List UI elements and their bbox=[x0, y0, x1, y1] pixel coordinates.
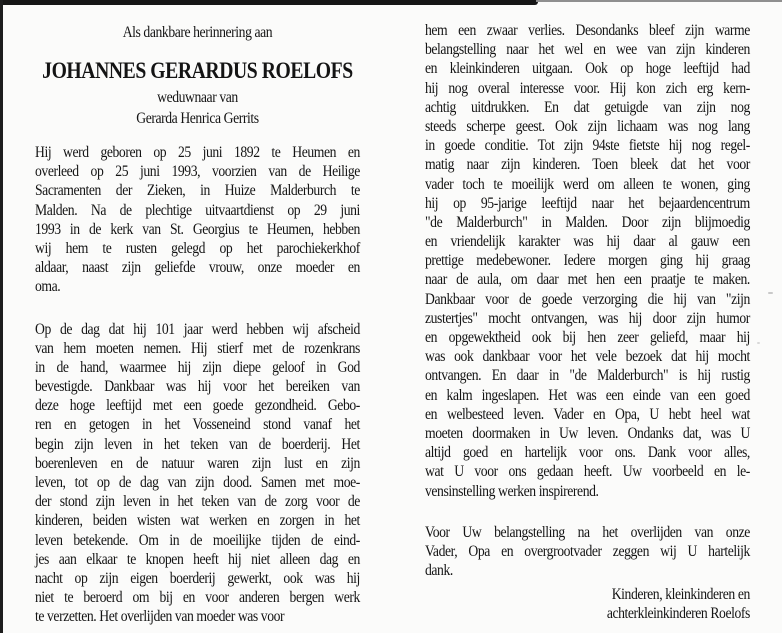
text-line: wij hem te rusten gelegd op het parochiekerkhof bbox=[35, 239, 360, 257]
right-column bbox=[425, 0, 750, 624]
scan-speck bbox=[757, 342, 760, 344]
text-line: in de hand, waarmee hij zijn diepe geloof in God bbox=[35, 358, 360, 376]
text-line: was ook dankbaar voor het vele bezoek dat hij mocht bbox=[425, 348, 750, 366]
text-line: begin zijn leven in het teken van de boerderij. Het bbox=[35, 435, 360, 453]
text-line: te verzetten. Het overlijden van moeder was voor bbox=[35, 608, 285, 626]
text-line: Hij werd geboren op 25 juni 1892 te Heumen en bbox=[35, 144, 360, 161]
text-line: Kinderen, kleinkinderen en bbox=[611, 586, 750, 604]
deceased-name: JOHANNES GERARDUS ROELOFS bbox=[42, 58, 353, 83]
text-line: hem een zwaar verlies. Desondanks bleef zijn warme bbox=[425, 22, 750, 39]
text-line: ren en getogen in het Vosseneind stond vanaf het bbox=[35, 416, 360, 434]
widower-label: weduwnaar van bbox=[157, 89, 238, 106]
text-line: leven, tot op de dag van zijn dood. Samen met moe- bbox=[35, 474, 360, 491]
text-line: achterkleinkinderen Roelofs bbox=[606, 605, 750, 623]
paragraph-life-story bbox=[35, 320, 360, 627]
text-line: der stond zijn leven in het teken van de zorg voor de bbox=[35, 493, 360, 511]
text-line: "de Malderburch" in Malden. Door zijn blijmoedig bbox=[425, 213, 750, 231]
left-column bbox=[35, 0, 360, 627]
spouse-name: Gerarda Henrica Gerrits bbox=[136, 110, 259, 127]
text-line: vensinstelling werken inspirerend. bbox=[425, 482, 599, 500]
text-line: prettige medebewoner. Iedere morgen ging hij graag bbox=[425, 252, 750, 270]
text-line: leven betekende. Om in de moeilijke tijden de eind- bbox=[35, 531, 360, 549]
text-line: Malden. Na de plechtige uitvaartdienst op 29 juni bbox=[35, 201, 360, 219]
text-line: dank. bbox=[425, 562, 453, 580]
text-line: kinderen, beiden wisten wat werken en zorgen in het bbox=[35, 512, 360, 530]
paragraph-thanks bbox=[425, 523, 750, 581]
paragraph-later-life bbox=[425, 21, 750, 501]
text-line: Dankbaar voor de goede verzorging die hij van "zijn bbox=[425, 290, 750, 308]
text-line: hij op 95-jarige leeftijd naar het bejaardencentrum bbox=[425, 194, 750, 212]
text-line: en kleinkinderen uitgaan. Ook op hoge leeftijd had bbox=[425, 60, 750, 78]
text-line: belangstelling naar het wel en wee van zijn kinderen bbox=[425, 41, 750, 59]
text-line: bevestigde. Dankbaar was hij voor het bereiken van bbox=[35, 378, 360, 396]
text-line: matig naar zijn kinderen. Toen bleek dat het voor bbox=[425, 156, 750, 174]
text-line: jes aan elkaar te knopen heeft hij niet alleen dag en bbox=[35, 550, 360, 568]
text-line: deze hoge leeftijd met een goede gezondheid. Gebo- bbox=[35, 397, 360, 415]
paragraph-birth-death bbox=[35, 143, 360, 297]
text-line: en vriendelijk karakter was hij daar al gauw een bbox=[425, 233, 750, 251]
text-line: zustertjes" mocht ontvangen, was hij door zijn humor bbox=[425, 309, 750, 327]
scan-artifact-left-edge bbox=[0, 0, 3, 633]
text-line: in goede conditie. Tot zijn 94ste fietste hij nog regel- bbox=[425, 137, 750, 155]
text-line: 1993 in de kerk van St. Georgius te Heumen, hebben bbox=[35, 220, 360, 238]
text-line: naar de aula, om daar met hen een praatje te maken. bbox=[425, 271, 750, 289]
text-line: achtig uitdrukken. En dat getuigde van zijn nog bbox=[425, 98, 750, 116]
dedication-line: Als dankbare herinnering aan bbox=[122, 24, 273, 41]
text-line: moeten doormaken in Uw leven. Ondanks dat, was U bbox=[425, 424, 750, 442]
text-line: vader toch te moeilijk werd om alleen te wonen, ging bbox=[425, 175, 750, 193]
text-line: oma. bbox=[35, 278, 61, 296]
text-line: ontvangen. En daar in "de Malderburch" is hij rustig bbox=[425, 367, 750, 385]
text-line: overleed op 25 juni 1993, voorzien van de Heilige bbox=[35, 163, 360, 181]
text-line: hij nog overal interesse voor. Hij kon zich erg kern- bbox=[425, 79, 750, 97]
text-line: en kalm ingeslapen. Het was een einde van een goed bbox=[425, 386, 750, 404]
text-line: Sacramenten der Zieken, in Huize Malderburch te bbox=[35, 182, 360, 200]
text-line: van hem moeten nemen. Hij stierf met de rozenkrans bbox=[35, 339, 360, 357]
text-line: wat U voor ons gedaan heeft. Uw voorbeeld en le- bbox=[425, 463, 750, 481]
text-line: steeds scherpe geest. Ook zijn lichaam was nog lang bbox=[425, 117, 750, 135]
text-line: aldaar, naast zijn geliefde vrouw, onze moeder en bbox=[35, 259, 360, 277]
text-line: en welbesteed leven. Vader en Opa, U hebt heel wat bbox=[425, 405, 750, 423]
text-line: nacht op zijn eigen boerderij gewerkt, ook was hij bbox=[35, 569, 360, 587]
signature bbox=[425, 585, 750, 623]
text-line: niet te beroerd om bij en voor anderen bergen werk bbox=[35, 589, 360, 607]
text-line: en opgewektheid ook bij hen zeer geliefd, maar hij bbox=[425, 329, 750, 346]
scan-speck bbox=[768, 292, 773, 294]
text-line: altijd goed en hartelijk voor ons. Dank voor alles, bbox=[425, 444, 750, 462]
text-line: Voor Uw belangstelling na het overlijden van onze bbox=[425, 523, 750, 541]
text-line: Op de dag dat hij 101 jaar werd hebben wij afscheid bbox=[35, 320, 360, 338]
text-line: Vader, Opa en overgrootvader zeggen wij U hartelijk bbox=[425, 542, 750, 560]
text-line: boerenleven en de natuur waren zijn lust en zijn bbox=[35, 454, 360, 472]
